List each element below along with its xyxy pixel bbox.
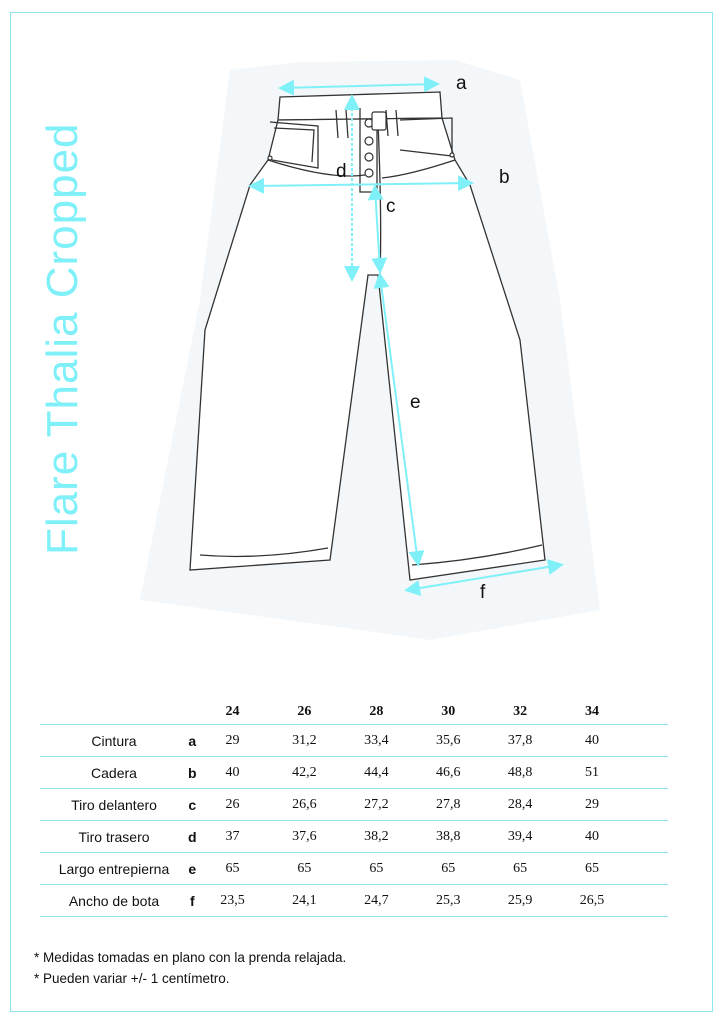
header-spacer	[628, 700, 668, 725]
table-row	[40, 853, 668, 885]
row-spacer	[628, 853, 668, 885]
table-row	[40, 789, 668, 821]
measure-name: Cadera	[40, 757, 188, 789]
size-header: 34	[556, 700, 628, 725]
size-header: 28	[340, 700, 412, 725]
measure-code: b	[188, 757, 197, 789]
measure-value: 40	[556, 821, 628, 853]
measure-value: 23,5	[197, 885, 269, 917]
measure-value: 29	[197, 725, 269, 757]
measure-value: 31,2	[268, 725, 340, 757]
header-empty	[40, 700, 188, 725]
row-spacer	[628, 885, 668, 917]
measure-value: 65	[556, 853, 628, 885]
header-empty-code	[188, 700, 197, 725]
measure-value: 39,4	[484, 821, 556, 853]
measure-code: a	[188, 725, 197, 757]
row-spacer	[628, 725, 668, 757]
measure-name: Tiro delantero	[40, 789, 188, 821]
label-b: b	[499, 167, 510, 188]
measure-value: 42,2	[268, 757, 340, 789]
label-e: e	[410, 392, 421, 413]
size-header: 32	[484, 700, 556, 725]
measure-value: 25,3	[412, 885, 484, 917]
notes	[34, 947, 346, 989]
table-row	[40, 821, 668, 853]
measure-value: 24,7	[340, 885, 412, 917]
measure-value: 65	[197, 853, 269, 885]
measure-value: 35,6	[412, 725, 484, 757]
product-title: Flare Thalia Cropped	[38, 122, 87, 555]
measure-value: 65	[340, 853, 412, 885]
measure-value: 28,4	[484, 789, 556, 821]
measure-value: 40	[556, 725, 628, 757]
table-row	[40, 757, 668, 789]
measure-value: 27,8	[412, 789, 484, 821]
measure-value: 27,2	[340, 789, 412, 821]
measure-name: Tiro trasero	[40, 821, 188, 853]
measure-value: 33,4	[340, 725, 412, 757]
measure-code: c	[188, 789, 197, 821]
label-d: d	[336, 161, 347, 182]
measure-name: Cintura	[40, 725, 188, 757]
row-spacer	[628, 789, 668, 821]
measure-value: 26	[197, 789, 269, 821]
measure-value: 37,6	[268, 821, 340, 853]
measure-value: 44,4	[340, 757, 412, 789]
row-spacer	[628, 821, 668, 853]
measure-value: 46,6	[412, 757, 484, 789]
measure-value: 51	[556, 757, 628, 789]
measure-value: 65	[268, 853, 340, 885]
label-f: f	[480, 582, 486, 603]
measure-value: 38,8	[412, 821, 484, 853]
size-chart	[40, 700, 668, 917]
measure-code: e	[188, 853, 197, 885]
measure-value: 26,5	[556, 885, 628, 917]
measure-value: 26,6	[268, 789, 340, 821]
label-c: c	[386, 196, 396, 217]
measure-value: 25,9	[484, 885, 556, 917]
measure-value: 65	[412, 853, 484, 885]
size-header: 30	[412, 700, 484, 725]
measure-value: 38,2	[340, 821, 412, 853]
measure-name: Ancho de bota	[40, 885, 188, 917]
measure-value: 48,8	[484, 757, 556, 789]
label-a: a	[456, 73, 467, 94]
measure-value: 37	[197, 821, 269, 853]
measure-value: 65	[484, 853, 556, 885]
note-line: * Pueden variar +/- 1 centímetro.	[34, 971, 230, 986]
measure-code: d	[188, 821, 197, 853]
measure-value: 40	[197, 757, 269, 789]
size-header-row	[40, 700, 668, 725]
measure-value: 37,8	[484, 725, 556, 757]
measure-value: 24,1	[268, 885, 340, 917]
row-spacer	[628, 757, 668, 789]
measure-value: 29	[556, 789, 628, 821]
size-header: 26	[268, 700, 340, 725]
measure-name: Largo entrepierna	[40, 853, 188, 885]
table-row	[40, 725, 668, 757]
measure-code: f	[188, 885, 197, 917]
note-line: * Medidas tomadas en plano con la prenda relajada.	[34, 950, 347, 965]
size-header: 24	[197, 700, 269, 725]
table-row	[40, 885, 668, 917]
